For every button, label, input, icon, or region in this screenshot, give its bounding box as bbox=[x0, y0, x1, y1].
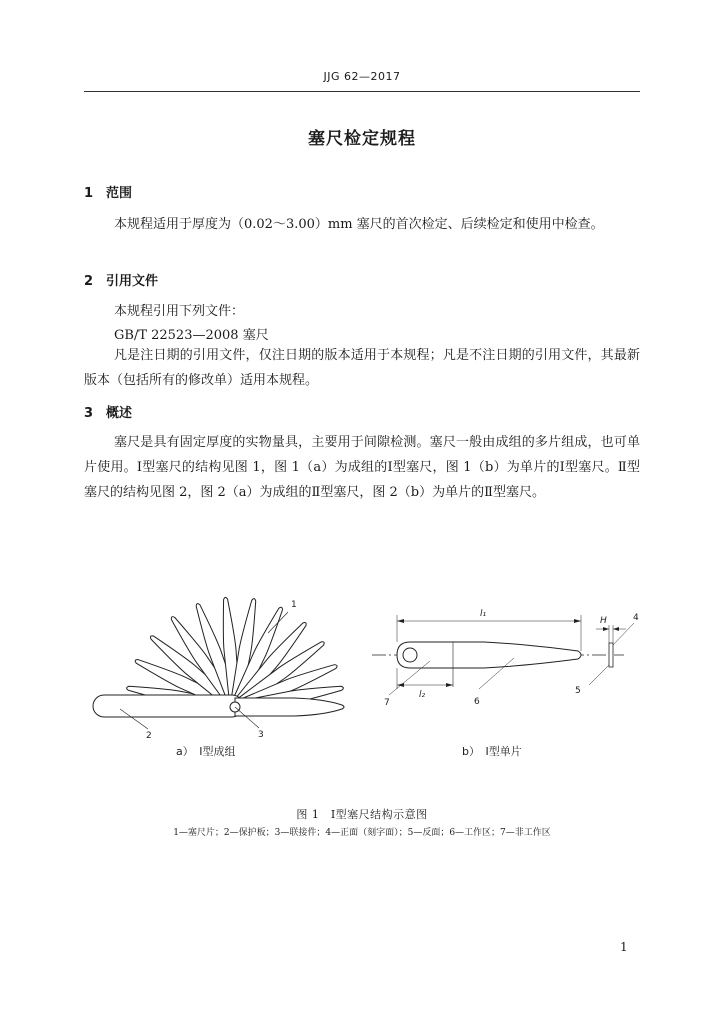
section-title: 范围 bbox=[106, 186, 133, 201]
section-3-heading bbox=[84, 402, 132, 421]
protective-plate bbox=[93, 695, 243, 717]
header-rule bbox=[84, 91, 640, 92]
label-l1: l₁ bbox=[480, 609, 487, 619]
label-h: H bbox=[600, 616, 607, 626]
figure-1 bbox=[84, 585, 640, 770]
single-gauge-drawing bbox=[372, 615, 634, 695]
single-gauge-blade bbox=[397, 642, 581, 668]
gauge-section bbox=[609, 643, 613, 667]
feeler-gauge-set-drawing bbox=[93, 597, 344, 717]
section-1-paragraph: 本规程适用于厚度为（0.02～3.00）mm 塞尺的首次检定、后续检定和使用中检查。 bbox=[114, 217, 604, 232]
label-4: 4 bbox=[633, 613, 639, 623]
section-2-heading bbox=[84, 270, 158, 289]
gauge-blade-front bbox=[235, 698, 344, 716]
section-2-line-1: 本规程引用下列文件： bbox=[114, 304, 245, 319]
document-title: 塞尺检定规程 bbox=[308, 129, 416, 149]
figure-caption: 图 1 Ⅰ型塞尺结构示意图 bbox=[296, 808, 428, 821]
section-1-heading bbox=[84, 182, 132, 201]
section-title: 引用文件 bbox=[106, 274, 159, 289]
label-1: 1 bbox=[291, 600, 297, 610]
section-2-line-2: GB/T 22523—2008 塞尺 bbox=[114, 328, 269, 343]
figure-a-caption: a） Ⅰ型成组 bbox=[176, 745, 236, 758]
section-number: 3 bbox=[84, 406, 94, 421]
section-3-paragraph: 塞尺是具有固定厚度的实物量具，主要用于间隙检测。塞尺一般由成组的多片组成，也可单片使用。Ⅰ型塞尺的结构见图 1，图 1（a）为成组的Ⅰ型塞尺，图 1（b）为单片的Ⅰ型塞尺。Ⅱ型塞尺的结构见图 2，图 2（a）为成组的Ⅱ型塞尺，图 2（b）为单片的Ⅱ型塞尺。 bbox=[84, 435, 640, 500]
figure-b-caption: b） Ⅰ型单片 bbox=[462, 745, 522, 758]
figure-1-drawing bbox=[84, 585, 640, 770]
page-number: 1 bbox=[620, 940, 628, 954]
label-l2: l₂ bbox=[419, 690, 426, 700]
label-2: 2 bbox=[146, 731, 152, 741]
figure-legend: 1—塞尺片；2—保护板；3—联接件；4—正面（刻字面）；5—反面；6—工作区；7—非工作区 bbox=[173, 828, 551, 838]
section-number: 1 bbox=[84, 186, 94, 201]
header-code: JJG 62—2017 bbox=[323, 70, 401, 83]
section-number: 2 bbox=[84, 274, 94, 289]
label-6: 6 bbox=[474, 697, 480, 707]
section-title: 概述 bbox=[106, 406, 133, 421]
gauge-hole bbox=[403, 648, 417, 662]
label-3: 3 bbox=[258, 730, 264, 740]
label-5: 5 bbox=[575, 686, 581, 696]
label-7: 7 bbox=[384, 698, 390, 708]
section-2-paragraph: 凡是注日期的引用文件，仅注日期的版本适用于本规程；凡是不注日期的引用文件，其最新版本（包括所有的修改单）适用本规程。 bbox=[84, 348, 640, 388]
